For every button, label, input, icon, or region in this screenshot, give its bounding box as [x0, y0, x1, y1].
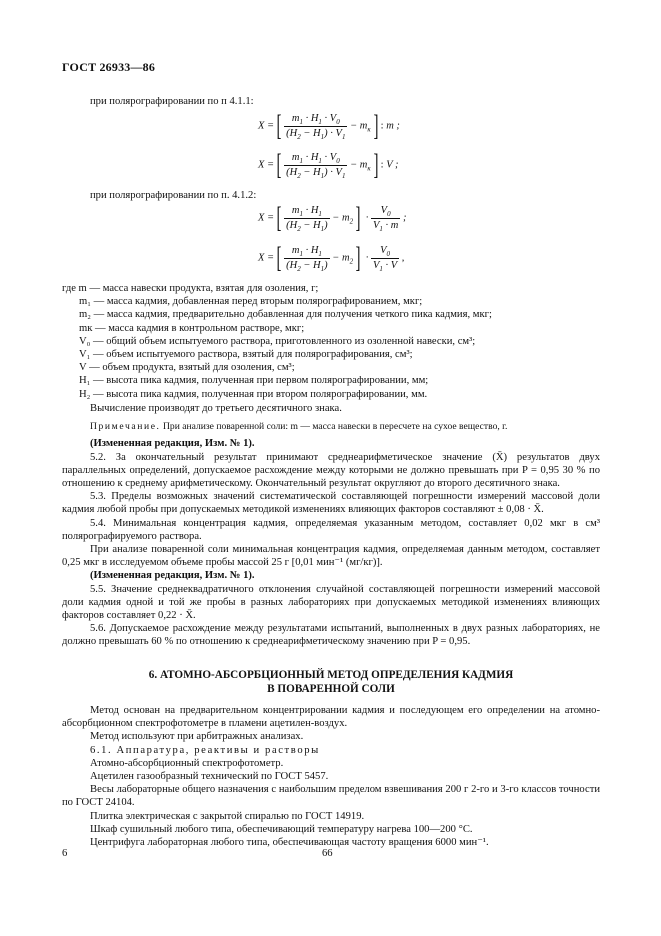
paragraph-5-5: 5.5. Значение среднеквадратичного отклонения случайной составляющей погрешности измерений массовой доли кадмия одной и той же пробы в разных лабораториях при допускаемых методикой изменениях влияющих факторов составляет 0,22 · X̄.: [62, 583, 600, 622]
amendment-1: (Измененная редакция, Изм. № 1).: [90, 438, 255, 450]
intro-text-1: [62, 95, 600, 108]
body-section-6: [62, 704, 600, 849]
section-6-title: 6. АТОМНО-АБСОРБЦИОННЫЙ МЕТОД ОПРЕДЕЛЕНИЯ КАДМИЯ В ПОВАРЕННОЙ СОЛИ: [148, 669, 514, 695]
s6-item: Шкаф сушильный любого типа, обеспечивающий температуру нагрева 100—200 °С.: [90, 823, 473, 835]
paragraph-5-4b: При анализе поваренной соли минимальная концентрация кадмия, определяемая данным методом, составляет 0,25 мкг в исследуемом объеме пробы массой 25 г [0,01 мин⁻¹ (мг/кг)].: [62, 544, 600, 569]
s6-item: Плитка электрическая с закрытой спиралью по ГОСТ 14919.: [90, 810, 365, 822]
formula-2: X =[ $\frac{m_1 \cdot H_1 \cdot V_0}{(H_2 - H_1) \cdot V_1}$ − $m_к$] : V ;: [258, 148, 399, 181]
definition-row: где m — масса навески продукта, взятая для озоления, г;: [62, 283, 319, 294]
definition-row: m₂ — масса кадмия, предварительно добавленная для получения четкого пика кадмия, мкг;: [79, 309, 492, 321]
s6-1-title: 6.1. Аппаратура, реактивы и растворы: [90, 744, 320, 756]
s6-item: Ацетилен газообразный технический по ГОСТ 5457.: [90, 771, 329, 783]
intro-4-1-2: при полярографировании по п. 4.1.2:: [90, 190, 257, 201]
definition-row: V — объем продукта, взятый для озоления, см³;: [79, 362, 295, 374]
paragraph-5-4: 5.4. Минимальная концентрация кадмия, определяемая указанным методом, составляет 0,02 мкг в см³ полярографируемого раствора.: [62, 517, 600, 542]
variable-definitions: [62, 282, 607, 401]
formula-1: X =[ $\frac{m_1 \cdot H_1 \cdot V_0}{(H_2 - H_1) \cdot V_1}$ − $m_к$] : m ;: [258, 109, 400, 142]
footer-left-page-number: 6: [62, 848, 68, 859]
definition-row: m₁ — масса кадмия, добавленная перед вторым полярографированием, мкг;: [79, 296, 423, 308]
definition-row: mк — масса кадмия в контрольном растворе, мкг;: [79, 322, 305, 334]
definition-row: V₁ — объем испытуемого раствора, взятый для полярографирования, см³;: [79, 349, 413, 361]
s6-item: Атомно-абсорбционный спектрофотометр.: [90, 757, 284, 769]
document-header: ГОСТ 26933—86: [62, 60, 156, 74]
intro-4-1-1: при полярографировании по п 4.1.1:: [90, 96, 254, 107]
formula-4: X =[ $\frac{m_1 \cdot H_1}{(H_2 - H_1)}$ − $m_2$] · $\frac{V_0}{V_1 \cdot V}$ ,: [258, 241, 405, 274]
definition-row: H₂ — высота пика кадмия, полученная при втором полярографировании, мм.: [79, 388, 428, 400]
footer-page-number: 66: [322, 848, 333, 859]
paragraph-5-2: 5.2. За окончательный результат принимают среднеарифметическое значение (X̄) результатов двух параллельных определений, допускаемое расхождение между которыми не должно превышать при P = 0,95 30 % по отношению к среднему арифметическому. Окончательный результат округляют до второго десятичного знака.: [62, 451, 600, 490]
definition-row: V₀ — общий объем испытуемого раствора, приготовленного из озоленной навески, см³;: [79, 335, 476, 347]
amendment-2: (Измененная редакция, Изм. № 1).: [90, 570, 255, 582]
s6-paragraph-1: Метод основан на предварительном концентрировании кадмия и последующем его определении на атомно-абсорбционном спектрофотометре в пламени ацетилен-воздух.: [62, 705, 600, 730]
s6-item: Весы лабораторные общего назначения с наибольшим пределом взвешивания 200 г 2-го и 3-го классов точности по ГОСТ 24104.: [62, 784, 600, 809]
intro-text-2: [62, 189, 600, 202]
calc-note: Вычисление производят до третьего десятичного знака.: [90, 403, 342, 414]
body-section-5: [62, 402, 600, 649]
note-paragraph: Примечание. При анализе поваренной соли: m — масса навески в пересчете на сухое вещество, г.: [90, 421, 508, 433]
paragraph-5-3: 5.3. Пределы возможных значений систематической составляющей погрешности измерений массовой доли кадмия любой пробы при допускаемых методикой изменениях влияющих факторов составляют ± 0,08 · X̄.: [62, 491, 600, 516]
paragraph-5-6: 5.6. Допускаемое расхождение между результатами испытаний, выполненных в двух разных лабораториях, не должно превышать 60 % по отношению к среднеарифметическому значению при P = 0,95.: [62, 623, 600, 648]
s6-paragraph-2: Метод используют при арбитражных анализах.: [90, 731, 304, 743]
s6-item: Центрифуга лабораторная любого типа, обеспечивающая частоту вращения 6000 мин⁻¹.: [90, 837, 489, 849]
definition-row: H₁ — высота пика кадмия, полученная при первом полярографировании, мм;: [79, 375, 429, 387]
formula-3: X =[ $\frac{m_1 \cdot H_1}{(H_2 - H_1)}$ − $m_2$] · $\frac{V_0}{V_1 \cdot m}$ ;: [258, 201, 407, 234]
